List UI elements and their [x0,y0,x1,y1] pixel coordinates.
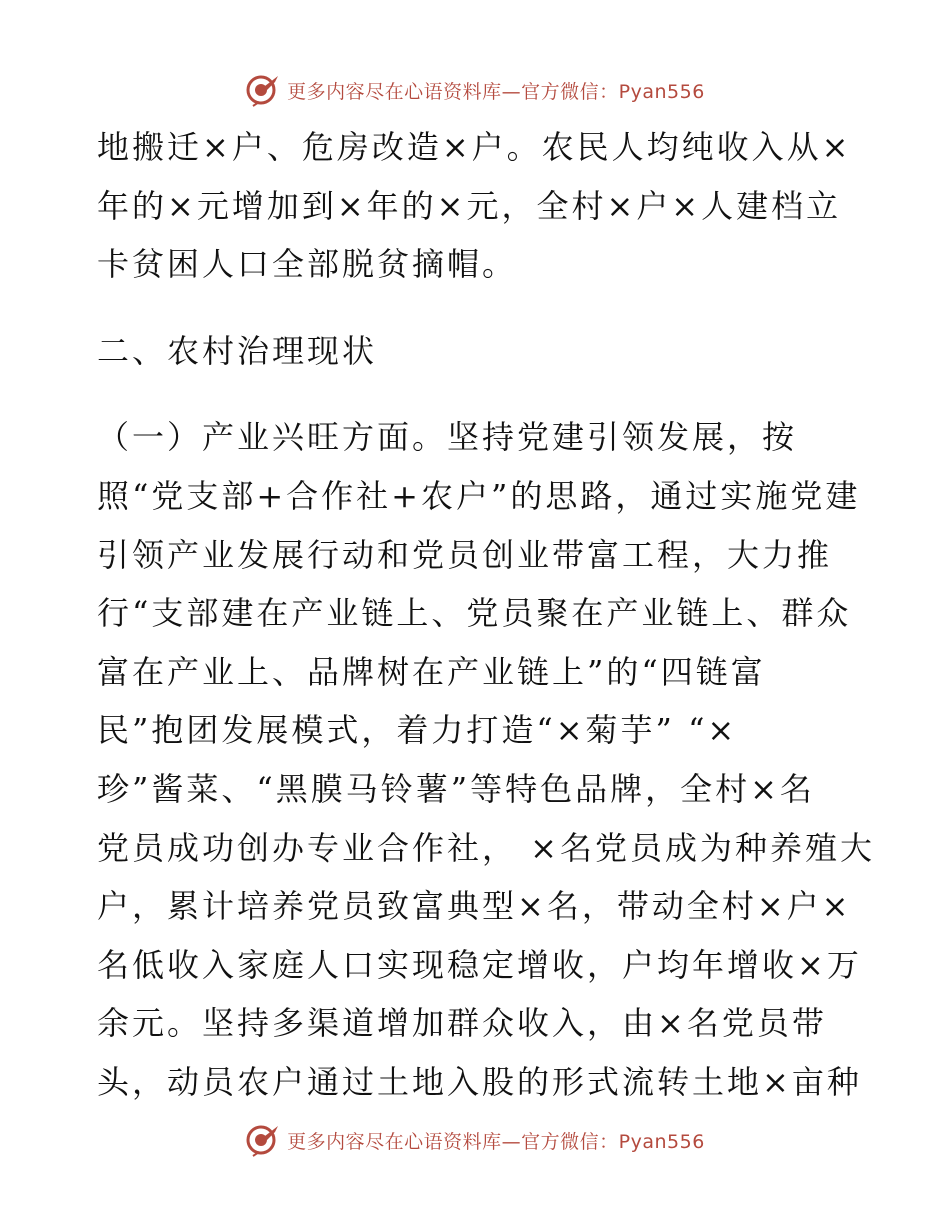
text-line: 珍”酱菜、“黑膜马铃薯”等特色品牌，全村×名 [97,769,815,808]
paragraph [97,118,857,294]
section-heading [97,322,857,381]
paragraph [97,408,875,1111]
text-line: 户，累计培养党员致富典型×名，带动全村×户× [97,887,852,926]
text-line: 名低收入家庭人口实现稳定增收，户均年增收×万 [97,945,862,984]
text-line: 余元。坚持多渠道增加群众收入，由×名党员带 [97,1004,827,1043]
text-line: 党员成功创办专业合作社， ×名党员成为种养殖大 [97,828,875,867]
text-line: 头，动员农户通过土地入股的形式流转土地×亩种 [97,1062,862,1101]
text-line: 地搬迁×户、危房改造×户。农民人均纯收入从× [97,128,852,166]
text-line: 民”抱团发展模式，着力打造“×菊芋” “× [97,711,738,750]
footer-watermark-banner [0,1120,950,1160]
logo-icon [245,1122,281,1158]
text-line: （一）产业兴旺方面。坚持党建引领发展，按 [97,418,798,457]
logo-icon [245,72,281,108]
heading-line: 二、农村治理现状 [97,331,378,370]
text-line: 引领产业发展行动和党员创业带富工程，大力推 [97,535,833,574]
text-line: 行“支部建在产业链上、党员聚在产业链上、群众 [97,594,852,633]
text-line: 卡贫困人口全部脱贫摘帽。 [97,245,518,284]
header-watermark-banner [0,70,950,110]
text-line: 年的×元增加到×年的×元，全村×户×人建档立 [97,186,842,225]
text-line: 富在产业上、品牌树在产业链上”的“四链富 [97,652,766,691]
banner-text: 更多内容尽在心语资料库—官方微信：Pyan556 [287,80,705,103]
text-line: 照“党支部+合作社+农户”的思路，通过实施党建 [97,476,861,515]
document-body [97,118,875,1112]
banner-text: 更多内容尽在心语资料库—官方微信：Pyan556 [287,1130,705,1153]
